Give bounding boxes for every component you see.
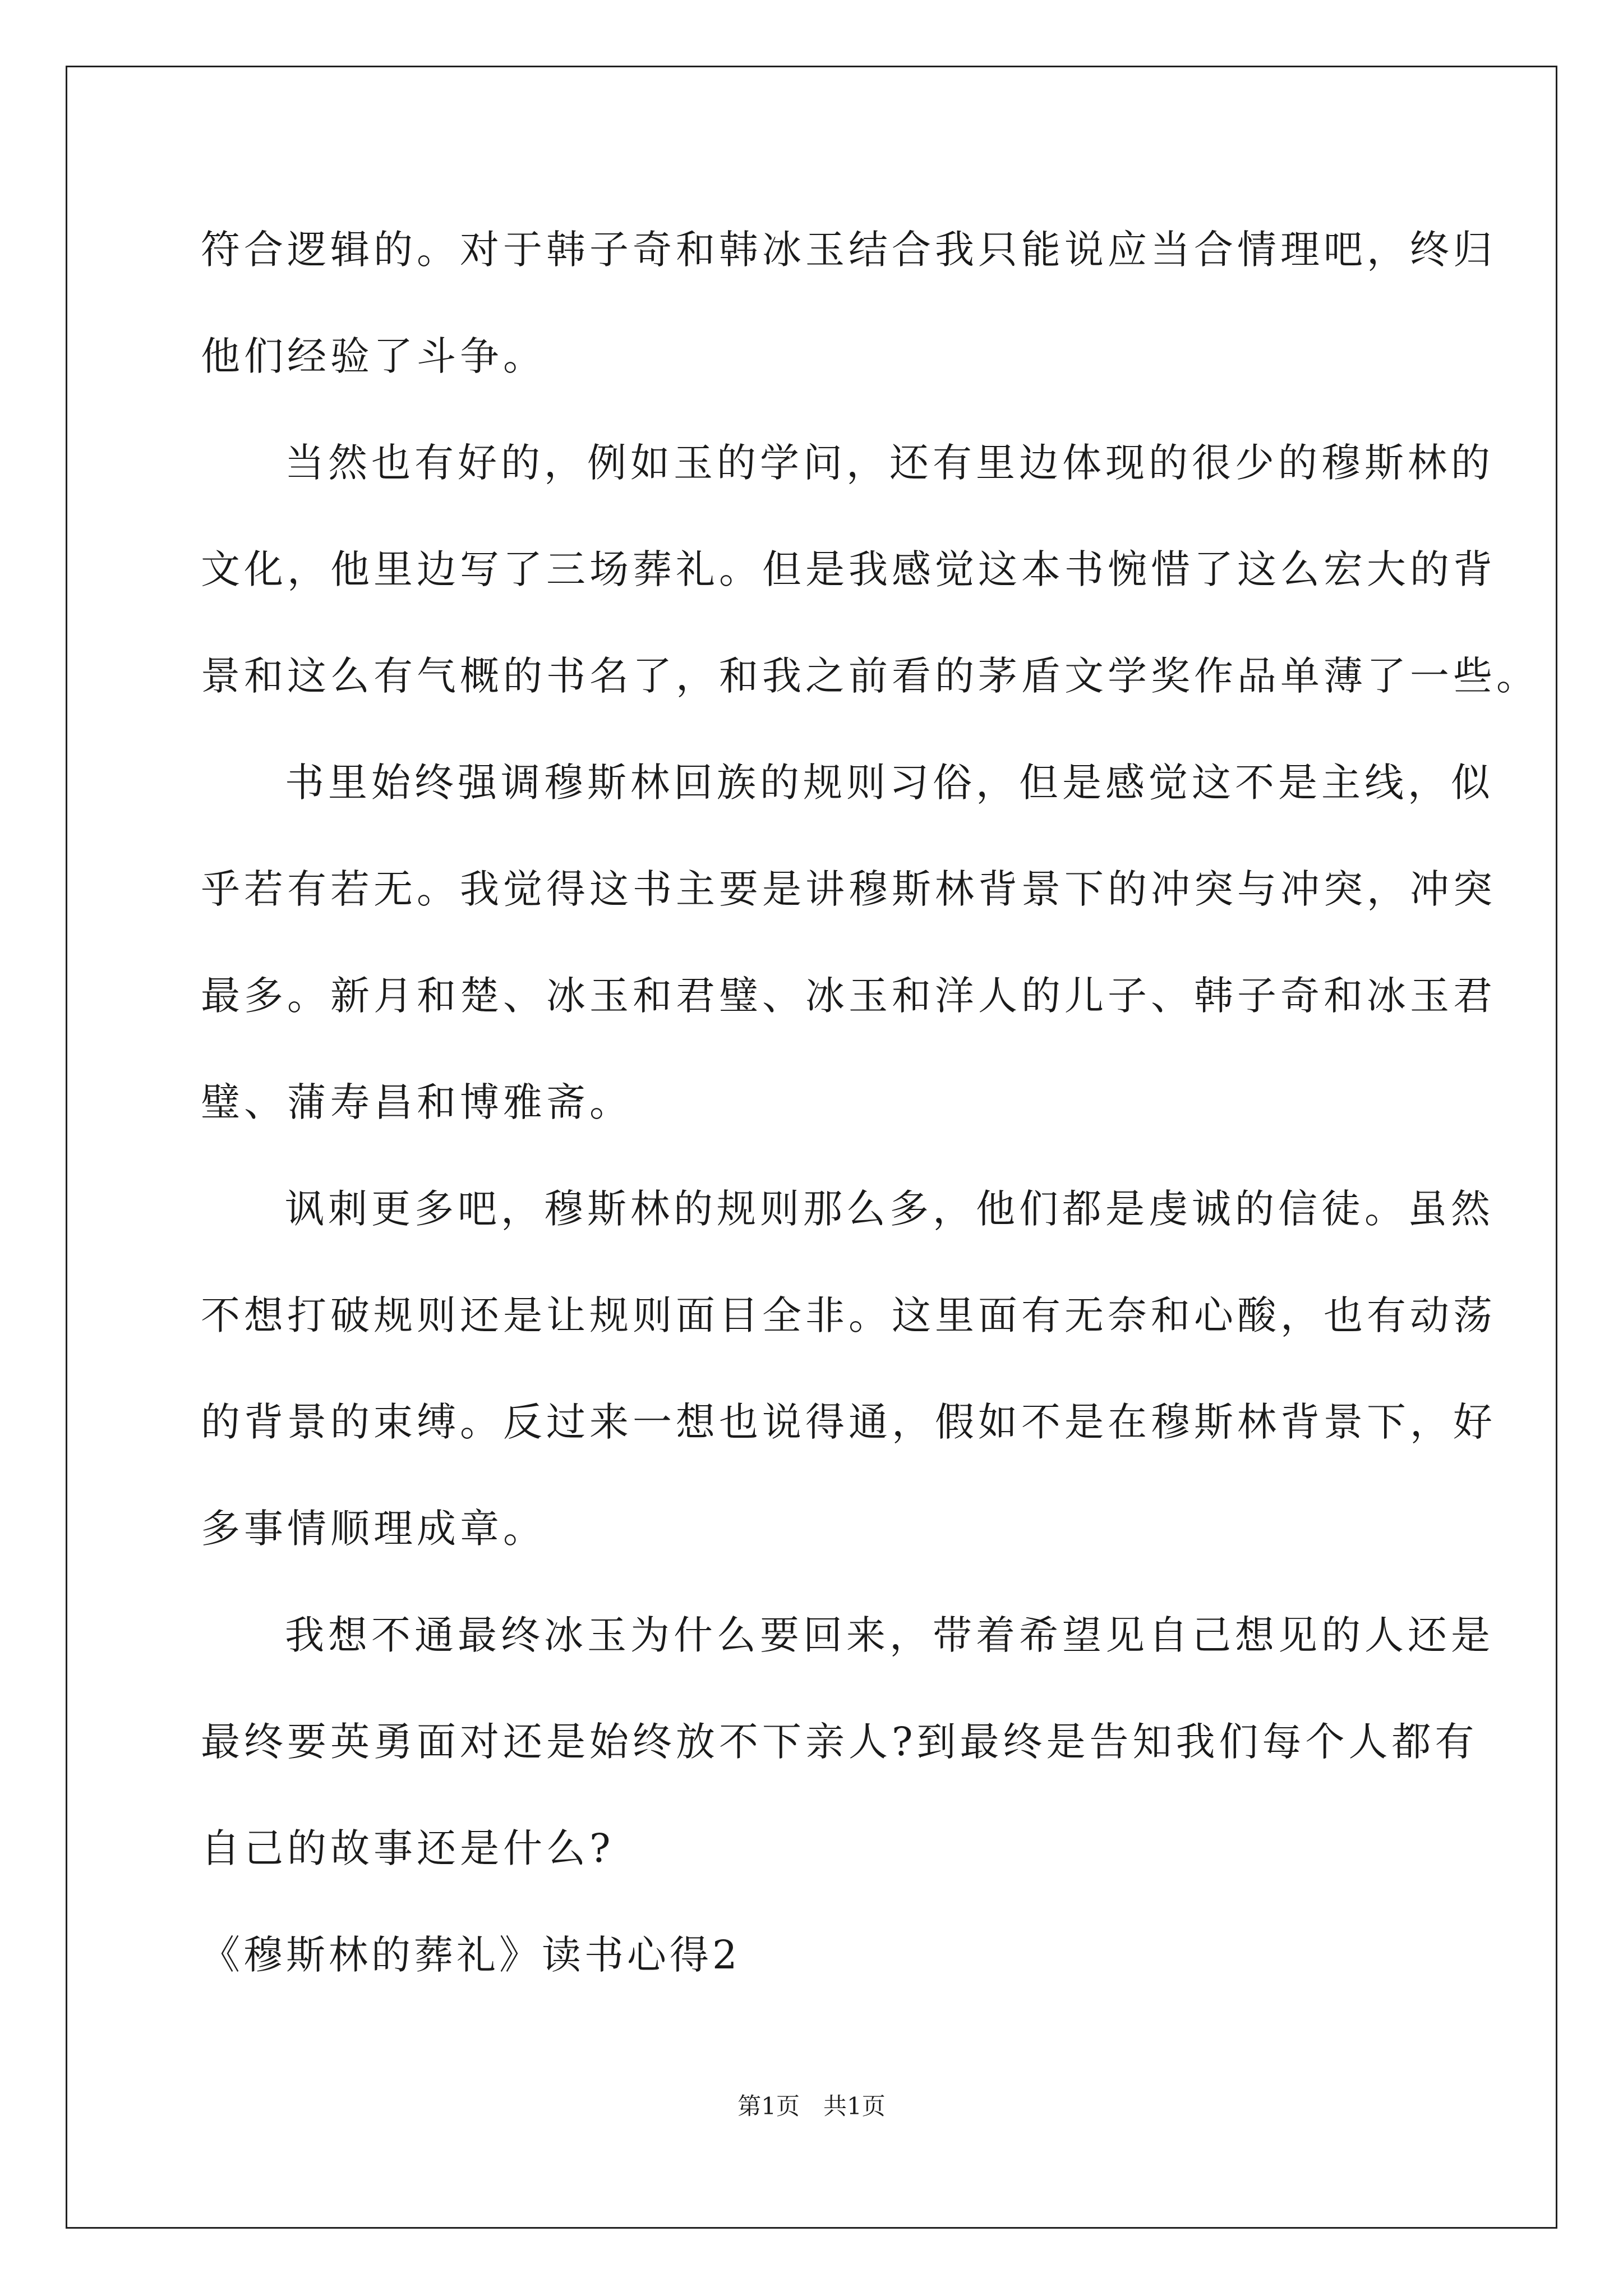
text-line: 璧、蒲寿昌和博雅斋。	[201, 1079, 633, 1125]
text-line: 最终要英勇面对还是始终放不下亲人?到最终是告知我们每个人都有	[201, 1719, 1478, 1765]
page-border	[66, 66, 1557, 2229]
paragraph-first-line: 书里始终强调穆斯林回族的规则习俗，但是感觉这不是主线，似	[285, 760, 1494, 806]
text-line: 最多。新月和楚、冰玉和君璧、冰玉和洋人的儿子、韩子奇和冰玉君	[201, 973, 1496, 1019]
text-line: 他们经验了斗争。	[201, 333, 546, 379]
text-line: 文化，他里边写了三场葬礼。但是我感觉这本书惋惜了这么宏大的背	[201, 546, 1496, 592]
page-footer	[0, 2090, 1623, 2123]
text-line: 自己的故事还是什么?	[201, 1825, 615, 1871]
text-line: 符合逻辑的。对于韩子奇和韩冰玉结合我只能说应当合情理吧，终归	[201, 227, 1496, 273]
paragraph-first-line: 我想不通最终冰玉为什么要回来，带着希望见自己想见的人还是	[285, 1612, 1494, 1658]
paragraph-first-line: 讽刺更多吧，穆斯林的规则那么多，他们都是虔诚的信徒。虽然	[285, 1186, 1494, 1232]
page-number: 第1页 共1页	[737, 2092, 886, 2120]
text-line: 多事情顺理成章。	[201, 1506, 546, 1552]
text-line: 景和这么有气概的书名了，和我之前看的茅盾文学奖作品单薄了一些。	[201, 653, 1539, 699]
section-heading: 《穆斯林的葬礼》读书心得2	[201, 1932, 741, 1978]
text-line: 的背景的束缚。反过来一想也说得通，假如不是在穆斯林背景下，好	[201, 1399, 1496, 1445]
text-line: 不想打破规则还是让规则面目全非。这里面有无奈和心酸，也有动荡	[201, 1292, 1496, 1338]
text-line: 乎若有若无。我觉得这书主要是讲穆斯林背景下的冲突与冲突，冲突	[201, 866, 1496, 912]
paragraph-first-line: 当然也有好的，例如玉的学问，还有里边体现的很少的穆斯林的	[285, 440, 1494, 486]
